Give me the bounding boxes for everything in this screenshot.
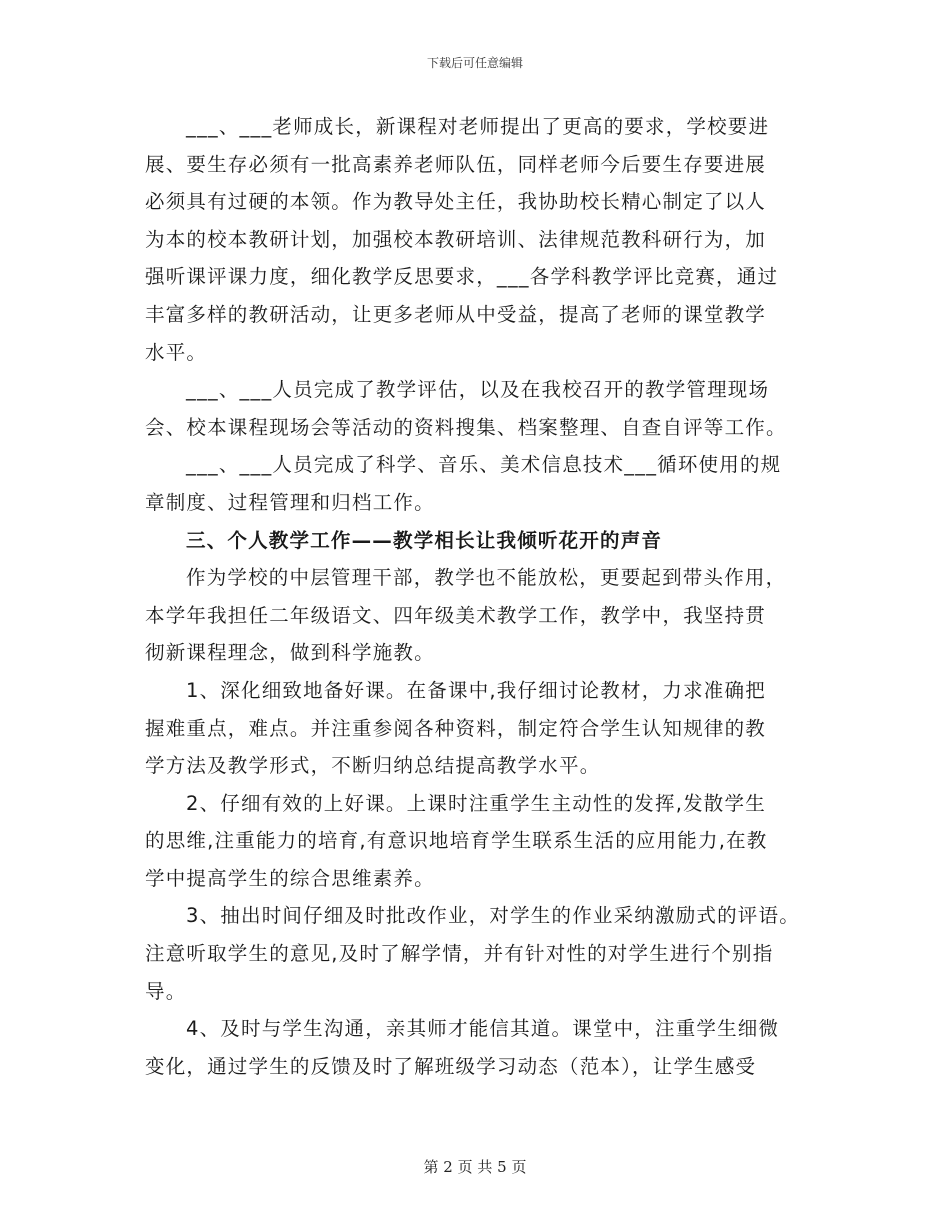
paragraph-line: ___、___人员完成了教学评估，以及在我校召开的教学管理现场	[186, 378, 770, 402]
paragraph-line: 的思维,注重能力的培育,有意识地培育学生联系生活的应用能力,在教	[145, 829, 768, 853]
paragraph-line: 为本的校本教研计划，加强校本教研培训、法律规范教科研行为，加	[145, 227, 767, 251]
document-body	[145, 108, 817, 1085]
paragraph-line: 导。	[145, 979, 187, 1003]
paragraph-line: 水平。	[145, 340, 208, 364]
paragraph-line: 丰富多样的教研活动，让更多老师从中受益，提高了老师的课堂教学	[145, 302, 767, 326]
paragraph-line: 变化，通过学生的反馈及时了解班级学习动态（范本），让学生感受	[145, 1054, 757, 1078]
paragraph-line: 4、及时与学生沟通，亲其师才能信其道。课堂中，注重学生细微	[186, 1017, 780, 1041]
page-number: 第 2 页 共 5 页	[423, 1158, 527, 1176]
paragraph-line: 学方法及教学形式，不断归纳总结提高教学水平。	[145, 754, 601, 778]
paragraph-line: 3、抽出时间仔细及时批改作业，对学生的作业采纳激励式的评语。	[186, 904, 800, 928]
header-note: 下载后可任意编辑	[426, 56, 523, 70]
paragraph-line: 本学年我担任二年级语文、四年级美术教学工作，教学中，我坚持贯	[145, 603, 767, 627]
paragraph-line: 必须具有过硬的本领。作为教导处主任，我协助校长精心制定了以人	[145, 190, 767, 214]
paragraph-line: 彻新课程理念，做到科学施教。	[145, 641, 435, 665]
paragraph-line: ___、___老师成长，新课程对老师提出了更高的要求，学校要进	[186, 115, 770, 138]
paragraph-line: 握难重点，难点。并注重参阅各种资料，制定符合学生认知规律的教	[145, 716, 767, 740]
paragraph-line: 注意听取学生的意见,及时了解学情，并有针对性的对学生进行个别指	[145, 942, 774, 966]
paragraph-line: 2、仔细有效的上好课。上课时注重学生主动性的发挥,发散学生	[186, 791, 766, 815]
paragraph-line: 1、深化细致地备好课。在备课中,我仔细讨论教材，力求准确把	[186, 678, 766, 702]
paragraph-line: 强听课评课力度，细化教学反思要求，___各学科教学评比竞赛，通过	[145, 265, 779, 289]
paragraph-line: 学中提高学生的综合思维素养。	[145, 866, 435, 890]
paragraph-line: ___、___人员完成了科学、音乐、美术信息技术___循环使用的规	[186, 453, 782, 477]
paragraph-line: 作为学校的中层管理干部，教学也不能放松，更要起到带头作用，	[186, 566, 787, 590]
paragraph-line: 章制度、过程管理和归档工作。	[145, 490, 435, 514]
section-heading: 三、个人教学工作——教学相长让我倾听花开的声音	[186, 528, 663, 552]
paragraph-line: 展、要生存必须有一批高素养老师队伍，同样老师今后要生存要进展	[145, 152, 767, 176]
paragraph-line: 会、校本课程现场会等活动的资料搜集、档案整理、自查自评等工作。	[145, 415, 787, 439]
